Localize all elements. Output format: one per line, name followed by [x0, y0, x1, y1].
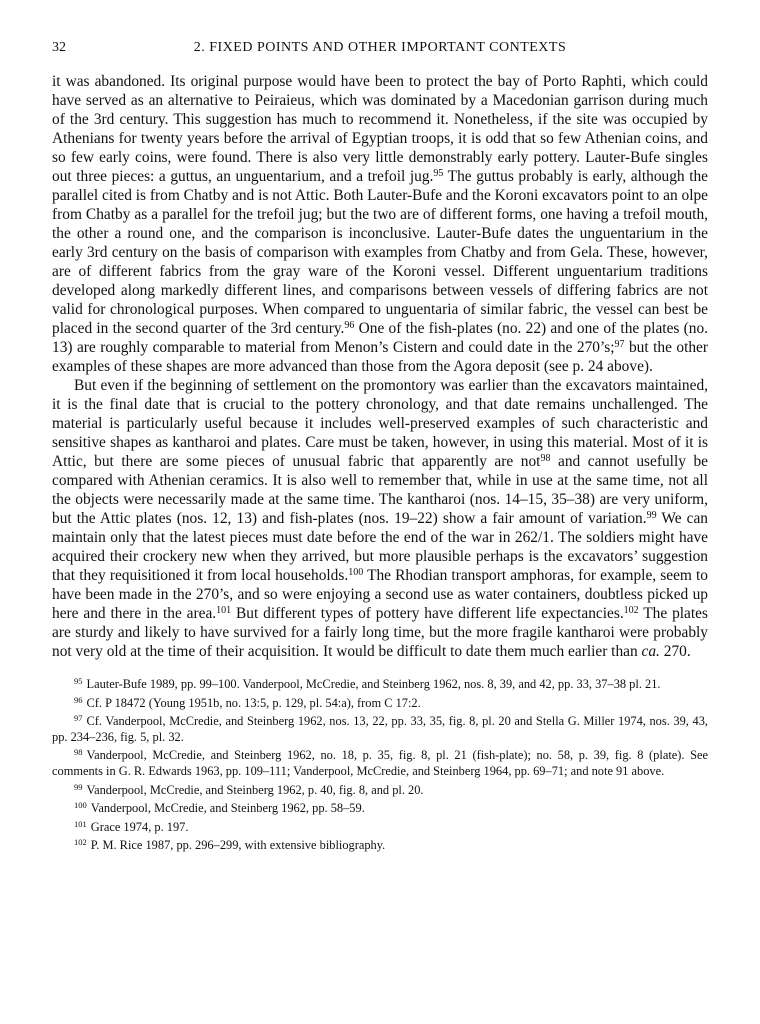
italic-text: ca. — [641, 643, 660, 660]
footnotes — [52, 677, 708, 854]
footnote-reference: 101 — [216, 605, 232, 616]
book-page — [52, 40, 708, 857]
footnote-reference: 98 — [540, 453, 551, 464]
footnote-reference: 102 — [623, 605, 639, 616]
paragraph-text: We can maintain only that the latest pieces must date before the end of the war in 262/1. The soldiers might have acquired their crockery new when they arrived, but more plausible perhaps is the excavators’ suggestion that they requisitioned it from local households. — [52, 510, 708, 584]
footnote-number: 101 — [74, 818, 87, 829]
footnote — [52, 838, 708, 854]
running-head: 2. FIXED POINTS AND OTHER IMPORTANT CONTEXTS — [193, 40, 567, 55]
footnote-text: Lauter-Bufe 1989, pp. 99–100. Vanderpool, McCredie, and Steinberg 1962, nos. 8, 39, and 42, pp. 33, 37–38 pl. 21. — [86, 677, 661, 691]
paragraph-text: but the other examples of these shapes are more advanced than those from the Agora deposit (see p. 24 above). — [52, 339, 708, 375]
footnote — [52, 801, 708, 817]
footnote-text: P. M. Rice 1987, pp. 296–299, with extensive bibliography. — [90, 838, 386, 853]
footnote-text: Vanderpool, McCredie, and Steinberg 1962, no. 18, p. 35, fig. 8, pl. 21 (fish-plate); no. 58, p. 39, fig. 8 (plate). See comments in G. R. Edwards 1963, pp. 109–111; Vanderpool, McCredie, and Steinberg 1964, pp. 69–71; and note 91 above. — [52, 748, 708, 778]
paragraph-text: The Rhodian transport amphoras, for example, seem to have been made in the 270’s, and so were enjoying a second use as water containers, doubtless picked up here and there in the area. — [52, 567, 708, 622]
footnote-text: Cf. Vanderpool, McCredie, and Steinberg 1962, nos. 13, 22, pp. 33, 35, fig. 8, pl. 20 and Stella G. Miller 1974, nos. 39, 43, pp. 234–236, fig. 5, pl. 32. — [52, 714, 708, 744]
footnote-reference: 95 — [433, 168, 444, 179]
footnote-text: Vanderpool, McCredie, and Steinberg 1962, pp. 58–59. — [90, 801, 365, 816]
page-number: 32 — [52, 40, 66, 55]
paragraph-text: The plates are sturdy and likely to have survived for a fairly long time, but the more fragile kantharoi were probably not very old at the time of their acquisition. It would be difficult to date them much earlier than — [52, 605, 708, 660]
footnote-text: Cf. P 18472 (Young 1951b, no. 13:5, p. 129, pl. 54:a), from C 17:2. — [86, 695, 421, 710]
footnote — [52, 677, 708, 693]
paragraph-text: and cannot usefully be compared with Athenian ceramics. It is also well to remember that, while in use at the same time, not all the objects were necessarily made at the same time. The kantharoi (nos. 14–15, 35–38) are very uniform, but the Attic plates (nos. 12, 13) and fish-plates (nos. 19–22) show a fair amount of variation. — [52, 453, 709, 527]
footnote-number: 98 — [74, 747, 83, 758]
footnote-number: 100 — [74, 800, 87, 811]
body-text — [52, 72, 708, 661]
footnote — [52, 748, 708, 779]
body-paragraph — [52, 376, 708, 661]
footnote-text: Vanderpool, McCredie, and Steinberg 1962, p. 40, fig. 8, and pl. 20. — [86, 782, 424, 797]
footnote-reference: 99 — [646, 510, 657, 521]
footnote-number: 99 — [74, 781, 83, 792]
paragraph-text: 270. — [659, 643, 691, 660]
paragraph-text: But even if the beginning of settlement on the promontory was earlier than the excavators maintained, it is the final date that is crucial to the pottery chronology, and that date remains unchallenged. The material is particularly useful because it includes well-preserved examples of such characteristic and sensitive shapes as kantharoi and plates. Care must be taken, however, in using this material. Most of it is Attic, but there are some pieces of unusual fabric that apparently are not — [52, 377, 708, 470]
footnote-number: 95 — [74, 676, 83, 686]
footnote-number: 96 — [74, 694, 83, 705]
page-header — [52, 40, 708, 62]
footnote-text: Grace 1974, p. 197. — [90, 819, 189, 834]
footnote-number: 102 — [74, 837, 87, 848]
paragraph-text: it was abandoned. Its original purpose would have been to protect the bay of Porto Raphti, which could have served as an alternative to Peiraieus, which was dominated by a Macedonian garrison during much of the 3rd century. This suggestion has much to recommend it. Nonetheless, if the site was occupied by Athenians for twenty years before the arrival of Egyptian troops, it is odd that so few Athenian coins, and so few early coins, were found. There is also very little demonstrably early pottery. Lauter-Bufe singles out three pieces: a guttus, an unguentarium, and a trefoil jug. — [52, 73, 708, 185]
paragraph-text: But different types of pottery have different life expectancies. — [231, 605, 624, 622]
footnote — [52, 783, 708, 799]
footnote — [52, 714, 708, 745]
paragraph-text: One of the fish-plates (no. 22) and one of the plates (no. 13) are roughly comparable to material from Menon’s Cistern and could date in the 270’s; — [52, 320, 708, 356]
paragraph-text: The guttus probably is early, although the parallel cited is from Chatby and is not Attic. Both Lauter-Bufe and the Koroni excavators point to an olpe from Chatby as a parallel for the trefoil jug; but the two are of different forms, one having a trefoil mouth, the other a round one, and the comparison is inconclusive. Lauter-Bufe dates the unguentarium in the early 3rd century on the basis of comparison with examples from Chatby and from Gela. These, however, are of different fabrics from the gray ware of the Koroni vessel. Different unguentarium traditions developed along markedly different lines, and comparisons between vessels of differing fabrics are not valid for chronological purposes. When compared to unguentaria of similar fabric, the vessel can best be placed in the second quarter of the 3rd century. — [52, 168, 709, 337]
footnote-number: 97 — [74, 713, 83, 724]
footnote — [52, 820, 708, 836]
footnote — [52, 696, 708, 712]
footnote-reference: 97 — [614, 339, 625, 350]
body-paragraph — [52, 72, 708, 376]
footnote-reference: 100 — [348, 567, 364, 578]
footnote-reference: 96 — [344, 320, 355, 331]
